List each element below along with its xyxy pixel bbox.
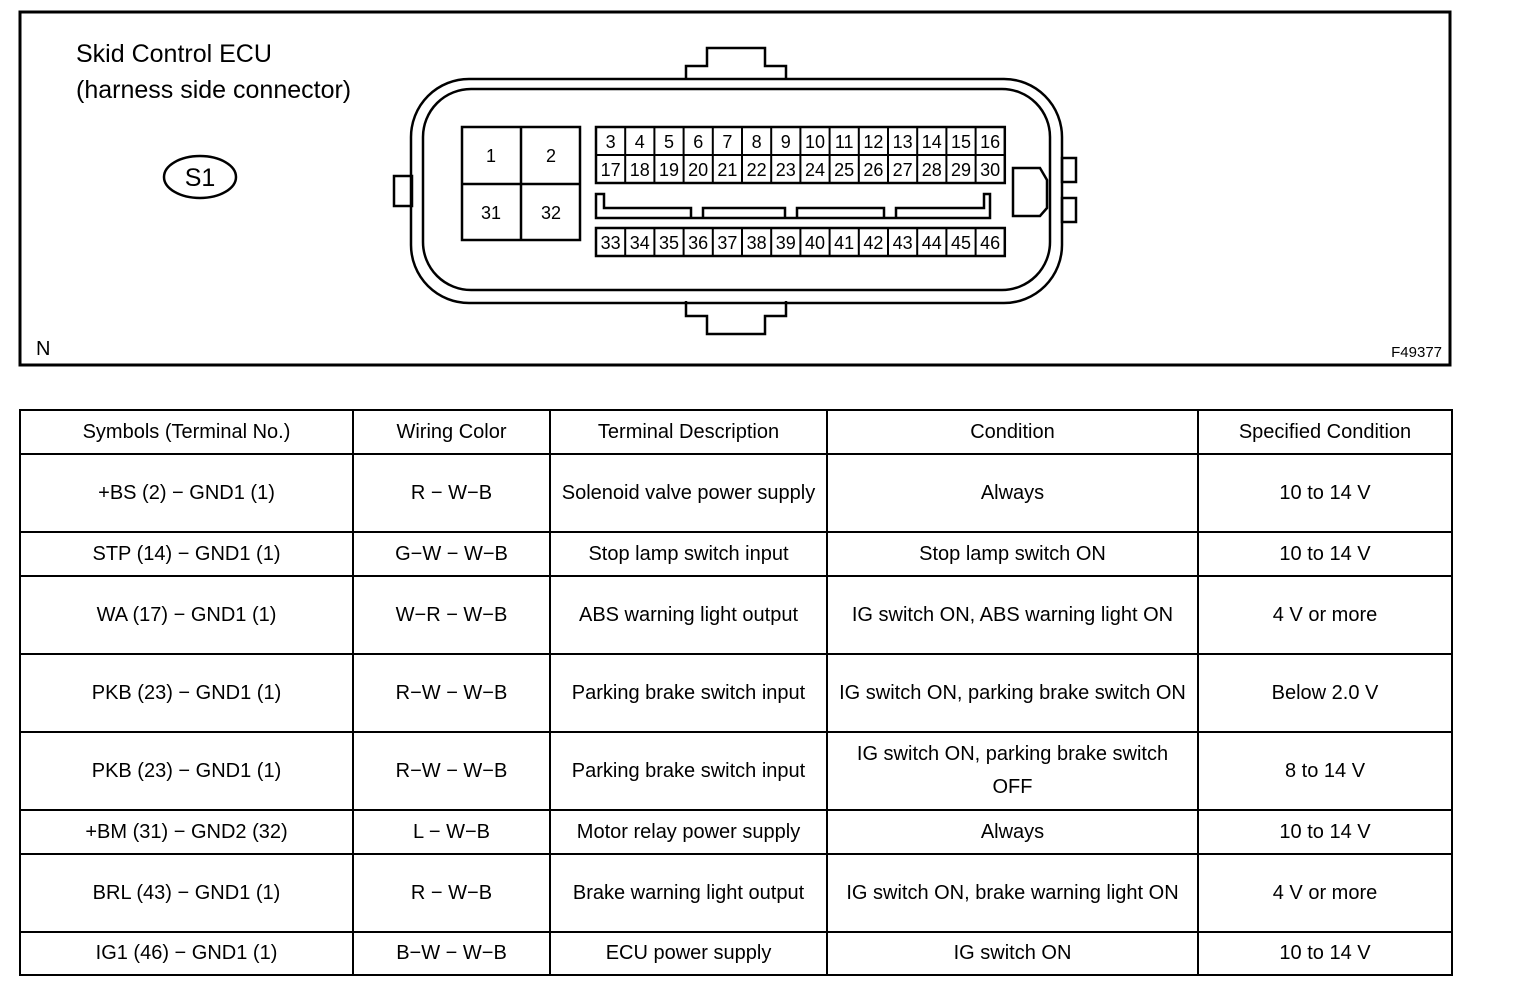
table-row bbox=[20, 576, 1452, 654]
cell-symbols: WA (17) − GND1 (1) bbox=[20, 576, 353, 654]
pin-label: 21 bbox=[717, 160, 738, 180]
pin-label: 28 bbox=[921, 160, 942, 180]
pin-label: 34 bbox=[629, 233, 650, 253]
cell-specified-condition: 10 to 14 V bbox=[1198, 532, 1452, 576]
pin-label: 6 bbox=[693, 132, 704, 152]
pin-label: 42 bbox=[863, 233, 884, 253]
pin-label: 45 bbox=[950, 233, 972, 253]
pin-label: 25 bbox=[834, 160, 855, 180]
pin-label: 26 bbox=[863, 160, 884, 180]
cell-symbols: IG1 (46) − GND1 (1) bbox=[20, 932, 353, 975]
cell-condition: Always bbox=[827, 454, 1198, 532]
pin-label: 35 bbox=[658, 233, 680, 253]
pin-label: 24 bbox=[804, 160, 826, 180]
cell-terminal-description: Motor relay power supply bbox=[550, 810, 827, 854]
cell-symbols: +BS (2) − GND1 (1) bbox=[20, 454, 353, 532]
cell-symbols: PKB (23) − GND1 (1) bbox=[20, 732, 353, 810]
pin-label: 14 bbox=[921, 132, 942, 152]
cell-condition: IG switch ON bbox=[827, 932, 1198, 975]
pin-label: 22 bbox=[746, 160, 767, 180]
cell-specified-condition: 10 to 14 V bbox=[1198, 810, 1452, 854]
pin-label: 40 bbox=[804, 233, 826, 253]
cell-terminal-description: ABS warning light output bbox=[550, 576, 827, 654]
large-pin-block bbox=[462, 127, 580, 240]
pin-label: 23 bbox=[775, 160, 796, 180]
pin-label: 32 bbox=[540, 203, 562, 223]
pin-label: 13 bbox=[892, 132, 913, 152]
pin-label: 7 bbox=[722, 132, 733, 152]
cell-symbols: PKB (23) − GND1 (1) bbox=[20, 654, 353, 732]
cell-specified-condition: 10 to 14 V bbox=[1198, 932, 1452, 975]
pin-label: 12 bbox=[863, 132, 884, 152]
column-header-terminal-description: Terminal Description bbox=[550, 410, 827, 454]
pin-label: 38 bbox=[746, 233, 767, 253]
table-header-row bbox=[20, 410, 1452, 454]
column-header-condition: Condition bbox=[827, 410, 1198, 454]
pin-grid-upper bbox=[596, 127, 1005, 183]
connector-subtitle: (harness side connector) bbox=[76, 76, 352, 104]
connector-housing bbox=[394, 48, 1076, 334]
connector-title: Skid Control ECU bbox=[76, 40, 272, 68]
cell-wiring-color: R − W−B bbox=[353, 854, 550, 932]
table-row bbox=[20, 732, 1452, 810]
pin-label: 18 bbox=[629, 160, 650, 180]
pin-label: 46 bbox=[980, 233, 1001, 253]
pin-label: 16 bbox=[980, 132, 1001, 152]
cell-condition: IG switch ON, parking brake switch OFF bbox=[827, 732, 1198, 810]
connector-diagram bbox=[0, 0, 1536, 380]
table-row bbox=[20, 532, 1452, 576]
terminal-spec-table bbox=[19, 409, 1453, 976]
pin-label: 41 bbox=[834, 233, 855, 253]
cell-symbols: +BM (31) − GND2 (32) bbox=[20, 810, 353, 854]
pin-label: 43 bbox=[892, 233, 913, 253]
pin-label: 10 bbox=[804, 132, 826, 152]
table-row bbox=[20, 932, 1452, 975]
pin-label: 19 bbox=[658, 160, 680, 180]
cell-specified-condition: Below 2.0 V bbox=[1198, 654, 1452, 732]
cell-terminal-description: Parking brake switch input bbox=[550, 654, 827, 732]
pin-label: 2 bbox=[545, 146, 557, 166]
pin-label: 37 bbox=[717, 233, 738, 253]
pin-label: 8 bbox=[751, 132, 762, 152]
cell-condition: IG switch ON, ABS warning light ON bbox=[827, 576, 1198, 654]
cell-specified-condition: 8 to 14 V bbox=[1198, 732, 1452, 810]
corner-label: N bbox=[36, 338, 51, 360]
pin-label: 11 bbox=[834, 132, 854, 152]
cell-condition: IG switch ON, brake warning light ON bbox=[827, 854, 1198, 932]
pin-label: 17 bbox=[600, 160, 621, 180]
pin-label: 30 bbox=[980, 160, 1001, 180]
table-row bbox=[20, 854, 1452, 932]
pin-label: 39 bbox=[775, 233, 796, 253]
cell-wiring-color: L − W−B bbox=[353, 810, 550, 854]
pin-grid-lower bbox=[596, 228, 1005, 256]
cell-symbols: STP (14) − GND1 (1) bbox=[20, 532, 353, 576]
pin-label: 15 bbox=[950, 132, 972, 152]
column-header-symbols: Symbols (Terminal No.) bbox=[20, 410, 353, 454]
figure-code: F49377 bbox=[1391, 344, 1442, 361]
cell-terminal-description: ECU power supply bbox=[550, 932, 827, 975]
connector-symbol-label: S1 bbox=[184, 164, 216, 192]
pin-label: 4 bbox=[634, 132, 645, 152]
cell-wiring-color: B−W − W−B bbox=[353, 932, 550, 975]
cell-wiring-color: R − W−B bbox=[353, 454, 550, 532]
pin-label: 20 bbox=[688, 160, 709, 180]
column-header-wiring-color: Wiring Color bbox=[353, 410, 550, 454]
pin-label: 33 bbox=[600, 233, 621, 253]
pin-label: 3 bbox=[605, 132, 616, 152]
cell-terminal-description: Brake warning light output bbox=[550, 854, 827, 932]
pin-label: 9 bbox=[780, 132, 791, 152]
cell-terminal-description: Parking brake switch input bbox=[550, 732, 827, 810]
pin-label: 1 bbox=[485, 146, 497, 166]
cell-condition: Stop lamp switch ON bbox=[827, 532, 1198, 576]
cell-terminal-description: Solenoid valve power supply bbox=[550, 454, 827, 532]
cell-wiring-color: R−W − W−B bbox=[353, 654, 550, 732]
cell-symbols: BRL (43) − GND1 (1) bbox=[20, 854, 353, 932]
pin-label: 31 bbox=[480, 203, 502, 223]
cell-specified-condition: 10 to 14 V bbox=[1198, 454, 1452, 532]
cell-condition: IG switch ON, parking brake switch ON bbox=[827, 654, 1198, 732]
pin-label: 36 bbox=[688, 233, 709, 253]
connector-diagram-panel bbox=[0, 0, 1536, 380]
table-row bbox=[20, 654, 1452, 732]
connector-symbol bbox=[164, 156, 236, 198]
table-row bbox=[20, 810, 1452, 854]
cell-condition: Always bbox=[827, 810, 1198, 854]
cell-terminal-description: Stop lamp switch input bbox=[550, 532, 827, 576]
cell-specified-condition: 4 V or more bbox=[1198, 854, 1452, 932]
pin-label: 44 bbox=[921, 233, 942, 253]
cell-specified-condition: 4 V or more bbox=[1198, 576, 1452, 654]
table-row bbox=[20, 454, 1452, 532]
column-header-specified-condition: Specified Condition bbox=[1198, 410, 1452, 454]
cell-wiring-color: G−W − W−B bbox=[353, 532, 550, 576]
cell-wiring-color: R−W − W−B bbox=[353, 732, 550, 810]
pin-label: 27 bbox=[892, 160, 913, 180]
cell-wiring-color: W−R − W−B bbox=[353, 576, 550, 654]
pin-label: 5 bbox=[663, 132, 675, 152]
pin-label: 29 bbox=[950, 160, 972, 180]
